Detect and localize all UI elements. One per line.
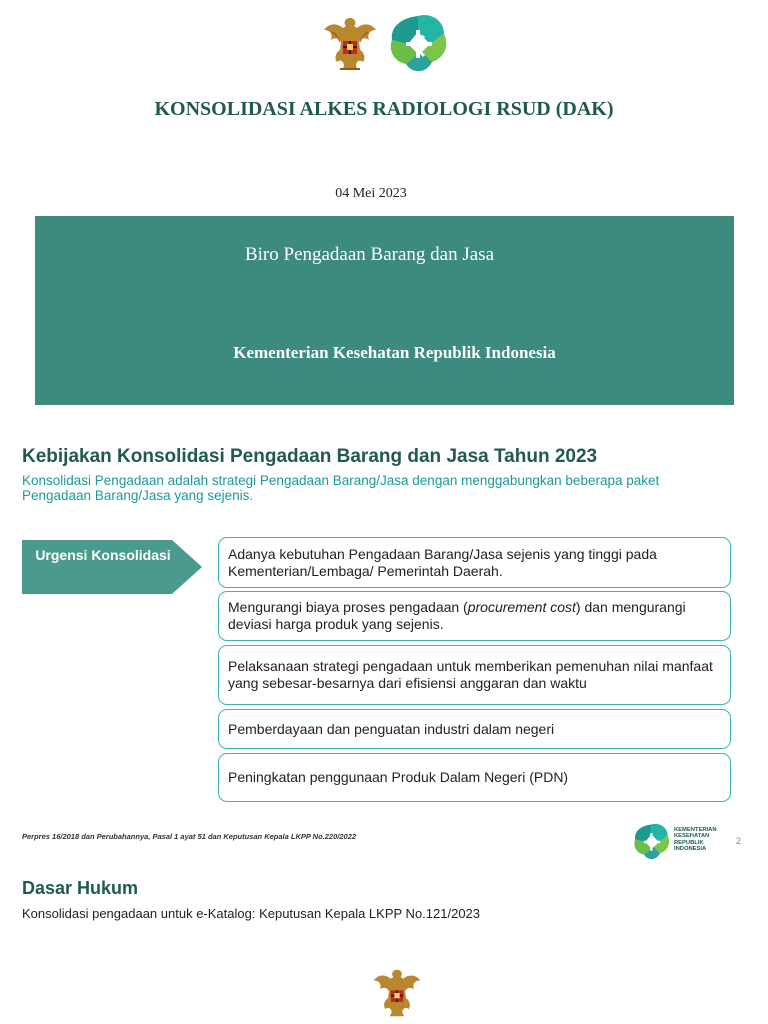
point-box-3	[218, 645, 731, 705]
point-text-3: Pelaksanaan strategi pengadaan untuk memberikan pemenuhan nilai manfaat yang sebesar-besarnya dari efisiensi anggaran dan waktu	[228, 658, 713, 691]
title-banner	[35, 216, 734, 405]
banner-organization: Biro Pengadaan Barang dan Jasa	[244, 244, 495, 265]
document-date: 04 Mei 2023	[335, 186, 407, 201]
page-number: 2	[736, 836, 742, 846]
point-box-1	[218, 537, 731, 588]
point-box-4	[218, 709, 731, 749]
point-box-5	[218, 753, 731, 802]
document-title: KONSOLIDASI ALKES RADIOLOGI RSUD (DAK)	[154, 98, 614, 120]
kemenkes-logo-icon	[388, 12, 450, 76]
kemenkes-small-logo-text: KEMENTERIAN KESEHATAN REPUBLIK INDONESIA	[674, 827, 717, 853]
legal-basis-heading: Dasar Hukum	[22, 878, 139, 898]
point-box-2	[218, 591, 731, 641]
point-text-4: Pemberdayaan dan penguatan industri dalam negeri	[228, 720, 555, 737]
urgency-label: Urgensi Konsolidasi	[35, 547, 171, 563]
section-intro: Konsolidasi Pengadaan adalah strategi Pengadaan Barang/Jasa dengan menggabungkan beberapa paket Pengadaan Barang/Jasa yang sejenis.	[22, 473, 660, 503]
section-heading: Kebijakan Konsolidasi Pengadaan Barang dan Jasa Tahun 2023	[22, 446, 598, 467]
garuda-emblem-icon	[372, 966, 422, 1020]
legal-basis-text: Konsolidasi pengadaan untuk e-Katalog: Keputusan Kepala LKPP No.121/2023	[22, 906, 481, 921]
garuda-emblem-icon	[322, 14, 378, 74]
point-text-2: Mengurangi biaya proses pengadaan (procurement cost) dan mengurangi deviasi harga produk yang sejenis.	[228, 599, 686, 632]
banner-ministry: Kementerian Kesehatan Republik Indonesia	[233, 343, 556, 362]
point-text-2-italic: procurement cost	[467, 599, 576, 615]
point-text-5: Peningkatan penggunaan Produk Dalam Negeri (PDN)	[228, 769, 569, 785]
kemenkes-small-logo-icon	[632, 822, 672, 862]
point-text-1: Adanya kebutuhan Pengadaan Barang/Jasa sejenis yang tinggi pada Kementerian/Lembaga/ Pemerintah Daerah.	[228, 545, 657, 579]
footnote: Perpres 16/2018 dan Perubahannya, Pasal 1 ayat 51 dan Keputusan Kepala LKPP No.220/2022	[22, 832, 357, 841]
